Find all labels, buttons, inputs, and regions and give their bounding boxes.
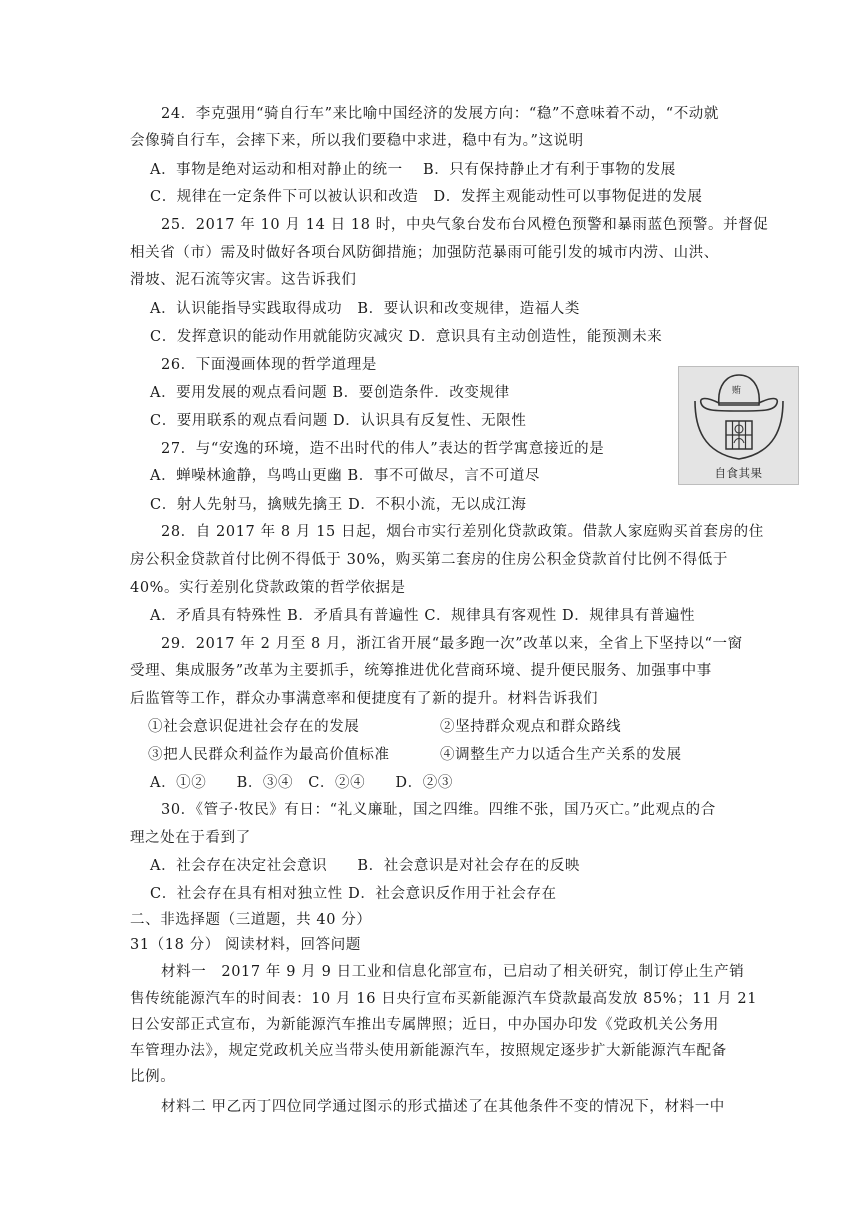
q29-item-3: ③把人民群众利益作为最高价值标准 [148, 747, 390, 763]
cartoon-image [678, 366, 799, 485]
material-1-line-3: 日公安部正式宣布，为新能源汽车推出专属牌照；近日，中办国办印发《党政机关公务用 [130, 1017, 719, 1033]
q25-stem-line-3: 滑坡、泥石流等灾害。这告诉我们 [130, 272, 357, 288]
q24-stem-line-1: 24．李克强用“骑自行车”来比喻中国经济的发展方向：“稳”不意味着不动，“不动就 [161, 106, 720, 122]
q29-stem-line-3: 后监管等工作，群众办事满意率和便捷度有了新的提升。材料告诉我们 [130, 691, 599, 707]
q28-stem-line-2: 房公积金贷款首付比例不得低于 30%，购买第二套房的住房公积金贷款首付比例不得低于 [130, 552, 728, 568]
q28-stem-line-1: 28．自 2017 年 8 月 15 日起，烟台市实行差别化贷款政策。借款人家庭购买首套房的住 [161, 524, 764, 540]
q29-item-4: ④调整生产力以适合生产关系的发展 [440, 747, 682, 763]
material-1-line-2: 售传统能源汽车的时间表：10 月 16 日央行宣布买新能源汽车贷款最高发放 85%；11 月 21 [130, 991, 758, 1007]
q24-stem-line-2: 会像骑自行车，会摔下来，所以我们要稳中求进，稳中有为。”这说明 [130, 133, 584, 149]
q26-options-cd: C．要用联系的观点看问题 D．认识具有反复性、无限性 [150, 413, 527, 429]
q25-options-ab: A．认识能指导实践取得成功 B．要认识和改变规律，造福人类 [150, 301, 581, 317]
q29-stem-line-1: 29．2017 年 2 月至 8 月，浙江省开展“最多跑一次”改革以来，全省上下坚持以“一窗 [161, 636, 743, 652]
q26-stem: 26．下面漫画体现的哲学道理是 [161, 357, 377, 373]
q29-options: A．①② B．③④ C．②④ D．②③ [150, 775, 453, 791]
q30-stem-line-1: 30．《管子·牧民》有日：“礼义廉耻，国之四维。四维不张，国乃灭亡。”此观点的合 [161, 802, 716, 818]
q29-stem-line-2: 受理、集成服务”改革为主要抓手，统筹推进优化营商环境、提升便民服务、加强事中事 [130, 663, 712, 679]
q24-options-ab: A．事物是绝对运动和相对静止的统一 B．只有保持静止才有利于事物的发展 [150, 162, 676, 178]
q24-options-cd: C．规律在一定条件下可以被认识和改造 D．发挥主观能动性可以事物促进的发展 [150, 189, 703, 205]
material-1-line-1: 材料一 2017 年 9 月 9 日工业和信息化部宣布，已启动了相关研究，制订停止生产销 [161, 964, 745, 980]
q30-options-ab: A．社会存在决定社会意识 B．社会意识是对社会存在的反映 [150, 858, 581, 874]
q29-item-1: ①社会意识促进社会存在的发展 [148, 719, 360, 735]
q30-options-cd: C．社会存在具有相对独立性 D．社会意识反作用于社会存在 [150, 886, 557, 902]
q31-heading: 31（18 分） 阅读材料，回答问题 [130, 937, 361, 953]
material-2-line-1: 材料二 甲乙丙丁四位同学通过图示的形式描述了在其他条件不变的情况下，材料一中 [161, 1099, 725, 1115]
section-2-title: 二、非选择题（三道题，共 40 分） [130, 912, 372, 928]
q28-stem-line-3: 40%。实行差别化贷款政策的哲学依据是 [130, 580, 406, 596]
q25-stem-line-2: 相关省（市）需及时做好各项台风防御措施；加强防范暴雨可能引发的城市内涝、山洪、 [130, 245, 719, 261]
q27-options-ab: A．蝉噪林逾静，鸟鸣山更幽 B．事不可做尽，言不可道尽 [150, 468, 540, 484]
q25-stem-line-1: 25．2017 年 10 月 14 日 18 时，中央气象台发布台风橙色预警和暴雨蓝色预警。并督促 [161, 217, 769, 233]
q27-options-cd: C．射人先射马，擒贼先擒王 D．不积小流，无以成江海 [150, 497, 527, 513]
material-1-line-5: 比例。 [130, 1069, 176, 1085]
q27-stem: 27．与“安逸的环境，造不出时代的伟人”表达的哲学寓意接近的是 [161, 441, 605, 457]
q28-options: A．矛盾具有特殊性 B．矛盾具有普遍性 C．规律具有客观性 D．规律具有普遍性 [150, 608, 696, 624]
cartoon-caption: 自食其果 [714, 466, 763, 480]
q29-item-2: ②坚持群众观点和群众路线 [440, 719, 622, 735]
q30-stem-line-2: 理之处在于看到了 [130, 830, 251, 846]
material-1-line-4: 车管理办法》，规定党政机关应当带头使用新能源汽车，按照规定逐步扩大新能源汽车配备 [130, 1043, 727, 1059]
cartoon-hat-text: 贿 [732, 386, 742, 396]
q25-options-cd: C．发挥意识的能动作用就能防灾减灾 D．意识具有主动创造性，能预测未来 [150, 329, 663, 345]
q26-options-ab: A．要用发展的观点看问题 B．要创造条件．改变规律 [150, 385, 510, 401]
